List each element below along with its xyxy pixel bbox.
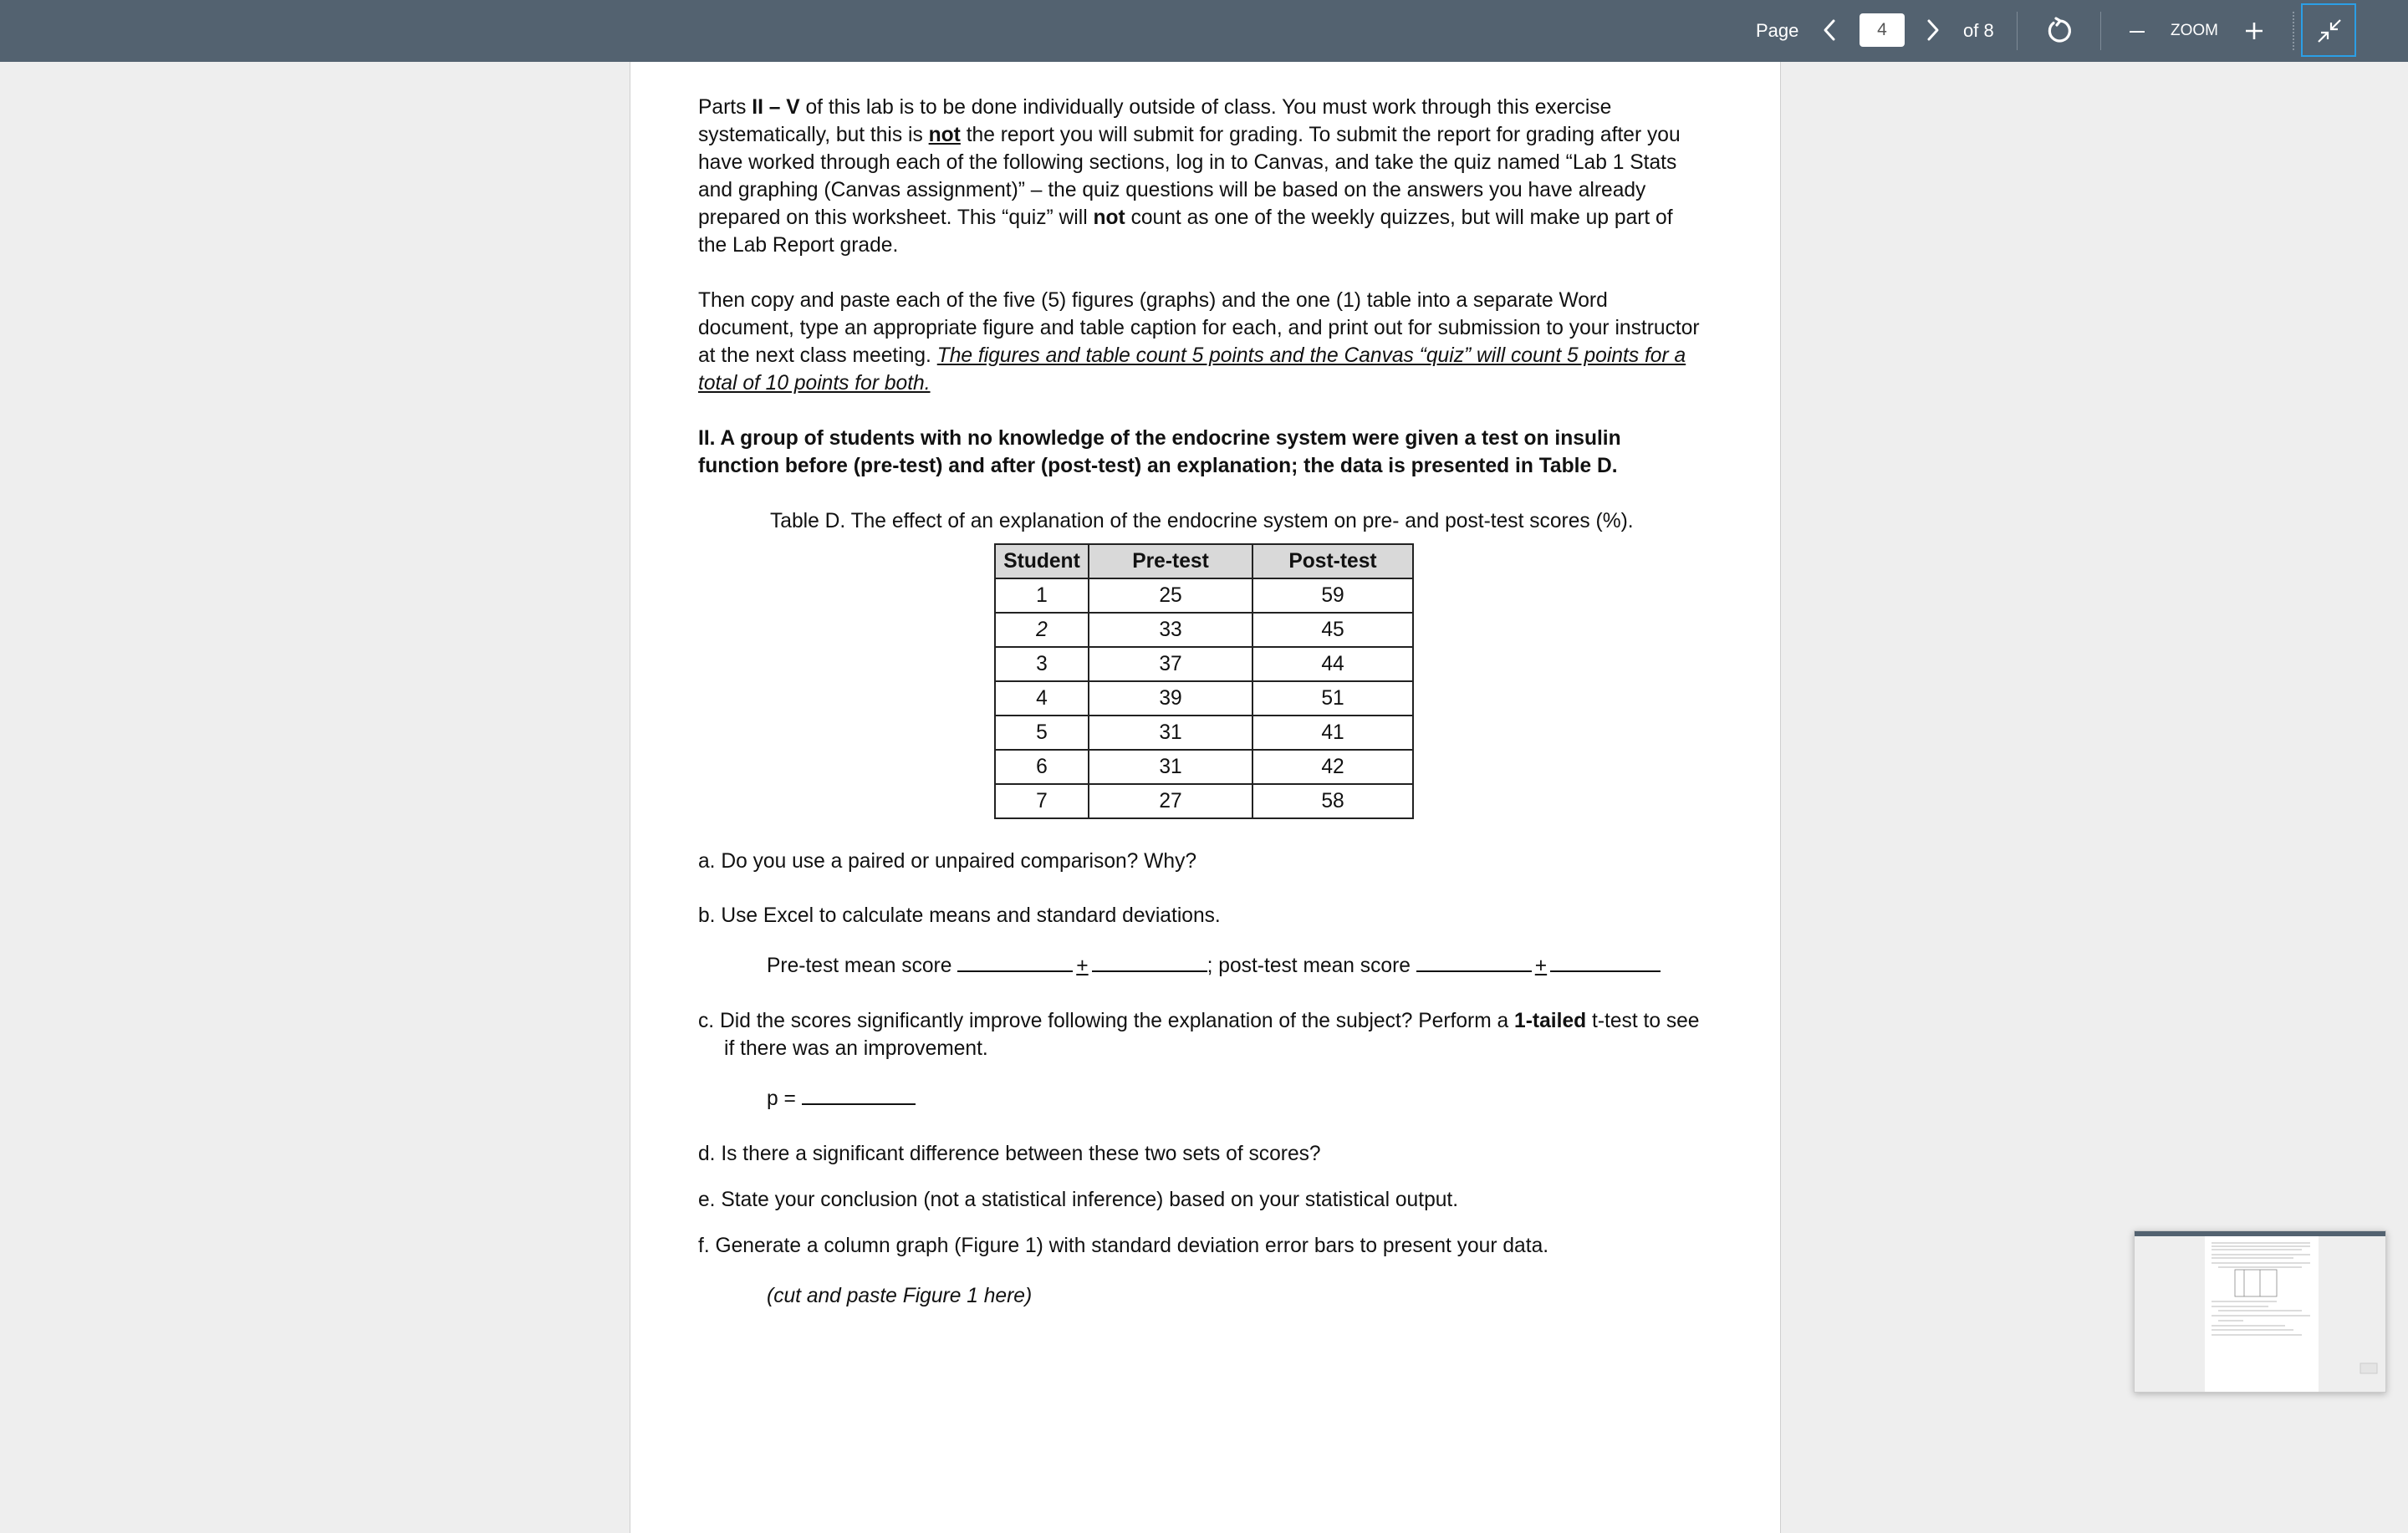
p-value-line: p = bbox=[698, 1085, 1701, 1113]
zoom-in-button[interactable] bbox=[2237, 14, 2271, 48]
table-caption: Table D. The effect of an explanation of the endocrine system on pre- and post-test scores (%). bbox=[770, 510, 1634, 532]
question-d: d. Is there a significant difference between these two sets of scores? bbox=[698, 1143, 1321, 1165]
toolbar-divider bbox=[2293, 12, 2294, 50]
table-row: 6 31 42 bbox=[995, 750, 1413, 784]
figure-placeholder: (cut and paste Figure 1 here) bbox=[767, 1285, 1033, 1307]
post-test-mean-blank bbox=[1416, 952, 1532, 972]
page-label: Page bbox=[1756, 20, 1799, 41]
document-content bbox=[698, 94, 1701, 1310]
question-b: b. Use Excel to calculate means and standard deviations. bbox=[698, 904, 1221, 927]
data-table bbox=[994, 543, 1414, 819]
mean-score-line: Pre-test mean score + ; post-test mean score + bbox=[698, 952, 1701, 980]
collapse-arrows-icon bbox=[2317, 18, 2342, 43]
question-e: e. State your conclusion (not a statistical inference) based on your statistical output. bbox=[698, 1189, 1459, 1211]
pre-test-mean-blank bbox=[957, 952, 1073, 972]
table-header-row bbox=[995, 544, 1413, 578]
table-row: 4 39 51 bbox=[995, 681, 1413, 716]
question-c: c. Did the scores significantly improve following the explanation of the subject? Perform a 1-tailed t-test to see if there was an improvement. bbox=[698, 1010, 1700, 1060]
page-count: of 8 bbox=[1963, 20, 1994, 41]
thumbnail-preview bbox=[2135, 1231, 2385, 1392]
table-row: 5 31 41 bbox=[995, 716, 1413, 750]
table-row: 7 27 58 bbox=[995, 784, 1413, 818]
column-header: Pre-test bbox=[1089, 544, 1252, 578]
page-number-input[interactable] bbox=[1860, 13, 1905, 47]
toolbar-divider bbox=[2017, 12, 2018, 50]
column-header: Student bbox=[995, 544, 1089, 578]
zoom-label: ZOOM bbox=[2171, 22, 2218, 39]
exit-fullscreen-button[interactable] bbox=[2301, 3, 2356, 57]
rotate-icon bbox=[2046, 17, 2074, 45]
minus-icon bbox=[2127, 21, 2147, 41]
table-row: 2 33 45 bbox=[995, 613, 1413, 647]
intro-paragraph: Parts II – V of this lab is to be done individually outside of class. You must work through this exercise systematically, but this is not the report you will submit for grading. To submit the report for grading after you have worked through each of the following sections, log in to Canvas, and take the quiz named “Lab 1 Stats and graphing (Canvas assignment)” – the quiz questions will be based on the answers you have already prepared on this worksheet. This “quiz” will not count as one of the weekly quizzes, but will make up part of the Lab Report grade. bbox=[698, 96, 1681, 257]
previous-page-button[interactable] bbox=[1813, 13, 1846, 47]
table-row: 3 37 44 bbox=[995, 647, 1413, 681]
pre-test-sd-blank bbox=[1092, 952, 1207, 972]
submission-paragraph: Then copy and paste each of the five (5) figures (graphs) and the one (1) table into a separate Word document, type an appropriate figure and table caption for each, and print out for submission to your instructor at the next class meeting. The figures and table count 5 points and the Canvas “quiz” will count 5 points for a total of 10 points for both. bbox=[698, 289, 1700, 395]
chevron-left-icon bbox=[1820, 18, 1839, 42]
toolbar-divider bbox=[2100, 12, 2101, 50]
next-page-button[interactable] bbox=[1916, 13, 1950, 47]
p-value-blank bbox=[802, 1085, 916, 1105]
column-header: Post-test bbox=[1252, 544, 1413, 578]
plus-icon bbox=[2243, 20, 2265, 42]
zoom-out-button[interactable] bbox=[2120, 14, 2154, 48]
page-thumbnail-navigator[interactable] bbox=[2134, 1230, 2386, 1393]
post-test-sd-blank bbox=[1550, 952, 1661, 972]
chevron-right-icon bbox=[1924, 18, 1942, 42]
table-row: 1 25 59 bbox=[995, 578, 1413, 613]
section-heading: II. A group of students with no knowledge of the endocrine system were given a test on insulin function before (pre-test) and after (post-test) an explanation; the data is presented in Table D. bbox=[698, 427, 1621, 477]
question-a: a. Do you use a paired or unpaired comparison? Why? bbox=[698, 850, 1197, 873]
rotate-button[interactable] bbox=[2043, 14, 2077, 48]
question-f: f. Generate a column graph (Figure 1) with standard deviation error bars to present your data. bbox=[698, 1235, 1549, 1257]
viewer-toolbar bbox=[0, 0, 2408, 62]
